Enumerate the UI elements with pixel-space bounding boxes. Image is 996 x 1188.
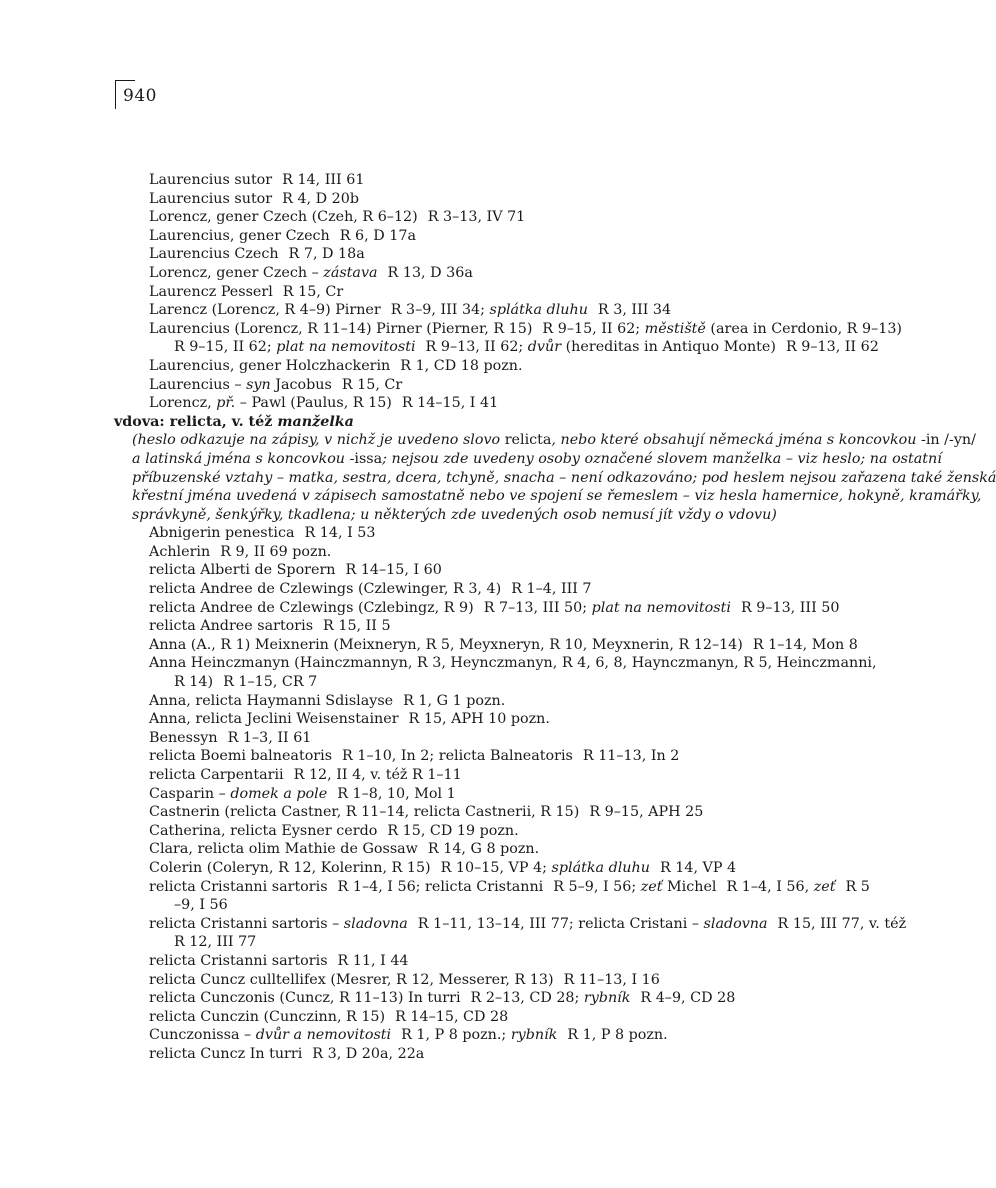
text-segment: ; nejsou zde uvedeny osoby označené slovem manželka – viz heslo; na ostatní <box>382 450 942 467</box>
index-entry <box>114 357 847 376</box>
index-entry <box>114 859 847 878</box>
text-segment: (heslo odkazuje na zápisy, v nichž je uvedeno slovo <box>132 432 505 449</box>
text-segment: relicta Boemi balneatoris <box>149 748 333 765</box>
index-entry <box>114 878 870 897</box>
text-segment: R 9–15, II 62; <box>174 339 277 356</box>
reference: R 10–15, VP 4; <box>440 859 552 876</box>
index-entry <box>114 803 847 822</box>
index-entry <box>114 840 847 859</box>
text-segment: Anna, relicta Haymanni Sdislayse <box>149 692 394 709</box>
index-entry <box>114 766 847 785</box>
index-entry <box>114 617 847 636</box>
reference: R 12, II 4, v. též R 1–11 <box>293 767 462 783</box>
reference: R 3–9, III 34; <box>390 302 490 319</box>
reference: R 1, G 1 pozn. <box>403 692 506 709</box>
reference: R 3, III 34 <box>597 302 672 319</box>
reference: R 9–13, III 50 <box>740 599 840 616</box>
italic-term: dvůr a nemovitosti <box>255 1027 392 1044</box>
reference: R 1–4, I 56; relicta Cristanni <box>337 878 544 895</box>
text-segment: relicta Cunczonis (Cuncz, R 11–13) In turri <box>149 990 461 1007</box>
text-segment: Achlerin <box>149 543 211 560</box>
reference: R 13, D 36a <box>387 264 473 281</box>
reference: R 15, II 5 <box>323 618 391 635</box>
index-entry <box>114 710 847 729</box>
text-segment: Laurencius sutor <box>149 172 273 188</box>
index-entry <box>114 320 903 339</box>
reference: R 1–4, III 7 <box>511 581 592 598</box>
text-segment: Catherina, relicta Eysner cerdo <box>149 822 378 839</box>
reference: R 1, P 8 pozn. <box>567 1027 668 1044</box>
index-entry <box>114 654 877 673</box>
reference: R 15, APH 10 pozn. <box>408 711 550 728</box>
reference: R 1, P 8 pozn.; <box>401 1027 511 1044</box>
italic-term: rybník <box>510 1027 558 1044</box>
text-segment: Laurencius, gener Holczhackerin <box>149 357 391 374</box>
text-segment: R 12, III 77 <box>174 934 257 951</box>
text-segment: (area in Cerdonio, R 9–13) <box>705 320 903 337</box>
text-segment: Cunczonissa – <box>149 1027 256 1044</box>
index-note <box>114 431 976 450</box>
text-segment: Laurencius (Lorencz, R 11–14) Pirner (Pierner, R 15) <box>149 320 533 337</box>
italic-term: sladovna <box>703 915 768 932</box>
text-segment: relicta Cunczin (Cunczinn, R 15) <box>149 1008 386 1025</box>
italic-term: manželka <box>277 413 354 430</box>
text-segment: vdova: <box>114 413 165 430</box>
text-segment: R 14) <box>174 674 214 691</box>
reference: R 3–13, IV 71 <box>427 209 526 226</box>
text-segment: relicta Cuncz culltellifex (Mesrer, R 12, Messerer, R 13) <box>149 971 554 988</box>
reference: R 1–15, CR 7 <box>223 674 318 691</box>
text-segment: relicta Cuncz In turri <box>149 1045 303 1062</box>
index-entry <box>114 989 847 1008</box>
index-entry <box>114 599 847 618</box>
reference: R 11, I 44 <box>337 952 409 969</box>
index-note <box>114 469 996 488</box>
reference: R 5 <box>845 878 870 895</box>
index-entry <box>114 543 847 562</box>
text-segment: relicta Cristanni sartoris <box>149 952 328 969</box>
text-segment: Casparin – <box>149 785 231 802</box>
index-entry-continuation <box>114 673 847 692</box>
reference: R 15, Cr <box>282 283 344 300</box>
text-segment: správkyně, šenkýřky, tkadlena; u některých zde uvedených osob nemusí jít vždy o vdovu) <box>132 506 777 523</box>
italic-term: splátka dluhu <box>489 302 588 319</box>
text-segment: Laurencius sutor <box>149 190 273 207</box>
reference: R 1–14, Mon 8 <box>752 636 858 653</box>
text-segment: Lorencz, gener Czech – <box>149 264 324 281</box>
reference: R 9–15, II 62; <box>542 320 645 337</box>
text-segment: relicta Andree de Czlewings (Czlewinger, R 3, 4) <box>149 581 502 598</box>
text-segment: relicta Alberti de Sporern <box>149 562 336 579</box>
text-segment: relicta <box>504 432 552 449</box>
italic-term: splátka dluhu <box>551 859 650 876</box>
reference: R 1–10, In 2; relicta Balneatoris <box>342 748 573 765</box>
text-segment: relicta Cristanni sartoris – <box>149 915 344 932</box>
reference: R 7, D 18a <box>288 246 365 263</box>
italic-term: plat na nemovitosti <box>276 339 416 356</box>
index-entry <box>114 1045 847 1064</box>
text-segment: Michel <box>662 878 717 895</box>
reference: R 4–9, CD 28 <box>640 990 736 1007</box>
text-segment: příbuzenské vztahy – matka, sestra, dcera, tchyně, snacha – není odkazováno; pod heslem nejsou zařazena také ženská <box>132 469 996 486</box>
text-segment: Colerin (Coleryn, R 12, Kolerinn, R 15) <box>149 859 431 876</box>
text-segment: Castnerin (relicta Castner, R 11–14, relicta Castnerii, R 15) <box>149 804 580 821</box>
text-segment: -in /-yn/ <box>921 432 976 449</box>
index-entry <box>114 915 907 934</box>
italic-term: zeť <box>640 878 663 895</box>
italic-term: domek a pole <box>230 785 328 802</box>
index-entry <box>114 394 847 413</box>
text-segment: Jacobus <box>270 376 332 393</box>
reference: R 15, Cr <box>341 376 403 393</box>
reference: R 1–3, II 61 <box>227 729 312 746</box>
index-entry <box>114 785 847 804</box>
italic-term: sladovna <box>343 915 408 932</box>
text-segment: -issa <box>349 450 383 467</box>
reference: R 3, D 20a, 22a <box>312 1045 425 1062</box>
index-entry <box>114 301 847 320</box>
text-segment: Laurencius Czech <box>149 246 279 263</box>
text-segment: Laurencius, gener Czech <box>149 227 330 244</box>
index-entry-continuation <box>114 896 847 915</box>
reference: R 9–15, APH 25 <box>589 804 704 821</box>
index-note <box>114 506 847 525</box>
index-entry <box>114 822 847 841</box>
text-segment: relicta, v. též <box>164 413 278 430</box>
italic-term: plat na nemovitosti <box>591 599 731 616</box>
text-segment: relicta Andree de Czlewings (Czlebingz, R 9) <box>149 599 474 616</box>
reference: R 14–15, CD 28 <box>395 1008 509 1025</box>
text-segment: , nebo které obsahují německá jména s koncovkou <box>551 432 922 449</box>
reference: R 6, D 17a <box>339 227 416 244</box>
index-entry <box>114 283 847 302</box>
index-entry <box>114 245 847 264</box>
index-entry <box>114 1026 847 1045</box>
reference: R 1, CD 18 pozn. <box>400 357 523 374</box>
index-entry <box>114 264 847 283</box>
page-number: 940 <box>123 86 157 106</box>
index-entry <box>114 561 847 580</box>
index-entry <box>114 580 847 599</box>
reference: R 11–13, In 2 <box>582 748 680 765</box>
index-entry <box>114 636 858 655</box>
index-entry <box>114 227 847 246</box>
reference: R 11–13, I 16 <box>563 971 660 988</box>
index-entry <box>114 952 847 971</box>
text-segment: relicta Andree sartoris <box>149 618 314 635</box>
text-segment: Anna Heinczmanyn (Hainczmannyn, R 3, Heynczmanyn, R 4, 6, 8, Haynczmanyn, R 5, Heinczmanni, <box>149 655 877 672</box>
index-entry-continuation <box>114 338 879 357</box>
text-segment: (hereditas in Antiquo Monte) <box>561 339 776 356</box>
reference: R 9–13, II 62; <box>425 339 528 356</box>
text-segment: relicta Carpentarii <box>149 767 284 783</box>
reference: R 5–9, I 56; <box>553 878 641 895</box>
reference: R 14, G 8 pozn. <box>427 841 540 858</box>
reference: R 14, III 61 <box>282 172 365 188</box>
reference: R 14, I 53 <box>304 525 376 542</box>
italic-term: dvůr <box>527 339 562 356</box>
index-entry <box>114 971 847 990</box>
text-segment: a latinská jména s koncovkou <box>132 450 350 467</box>
index-entry-continuation <box>114 933 847 952</box>
reference: R 1–4, I 56, <box>726 878 814 895</box>
text-segment: Larencz (Lorencz, R 4–9) Pirner <box>149 302 381 319</box>
italic-term: zástava <box>323 264 378 281</box>
text-segment: Anna, relicta Jeclini Weisenstainer <box>149 711 399 728</box>
reference: R 9–13, II 62 <box>785 339 879 356</box>
italic-term: syn <box>246 376 271 393</box>
text-segment: Anna (A., R 1) Meixnerin (Meixneryn, R 5, Meyxneryn, R 10, Meyxnerin, R 12–14) <box>149 636 743 653</box>
index-entries <box>114 171 996 1064</box>
italic-term: rybník <box>583 990 631 1007</box>
reference: R 1–11, 13–14, III 77; relicta Cristani – <box>417 915 704 932</box>
text-segment: relicta Cristanni sartoris <box>149 878 328 895</box>
text-segment: Lorencz, <box>149 395 217 412</box>
index-heading <box>114 413 847 432</box>
reference: R 15, CD 19 pozn. <box>387 822 519 839</box>
text-segment: křestní jména uvedená v zápisech samostatně nebo ve spojení se řemeslem – viz hesla hamernice, hokyně, kramářky, <box>132 488 982 505</box>
text-segment: –9, I 56 <box>174 897 228 914</box>
index-note <box>114 487 982 506</box>
reference: R 14, VP 4 <box>659 859 737 876</box>
index-entry <box>114 747 847 766</box>
italic-term: př. <box>216 395 236 412</box>
index-entry <box>114 729 847 748</box>
reference: R 14–15, I 41 <box>401 395 499 412</box>
index-note <box>114 450 942 469</box>
reference: R 15, III 77, v. též <box>777 915 907 932</box>
index-entry <box>114 208 847 227</box>
italic-term: zeť <box>813 878 836 895</box>
reference: R 2–13, CD 28; <box>470 990 584 1007</box>
reference: R 14–15, I 60 <box>345 562 442 579</box>
italic-term: městiště <box>644 320 706 337</box>
text-segment: Laurencius – <box>149 376 247 393</box>
text-segment: Laurencz Pesserl <box>149 283 273 300</box>
text-segment: – Pawl (Paulus, R 15) <box>235 395 392 412</box>
index-entry <box>114 692 847 711</box>
index-entry <box>114 376 847 395</box>
index-entry <box>114 190 847 209</box>
text-segment: Clara, relicta olim Mathie de Gossaw <box>149 841 418 858</box>
text-segment: Lorencz, gener Czech (Czeh, R 6–12) <box>149 209 418 226</box>
text-segment: Abnigerin penestica <box>149 525 295 542</box>
index-entry <box>114 1008 847 1027</box>
index-entry <box>114 524 847 543</box>
text-segment: Benessyn <box>149 729 218 746</box>
reference: R 7–13, III 50; <box>483 599 592 616</box>
reference: R 9, II 69 pozn. <box>220 543 332 560</box>
reference: R 4, D 20b <box>282 190 359 207</box>
index-entry <box>114 171 847 190</box>
reference: R 1–8, 10, Mol 1 <box>337 785 456 802</box>
